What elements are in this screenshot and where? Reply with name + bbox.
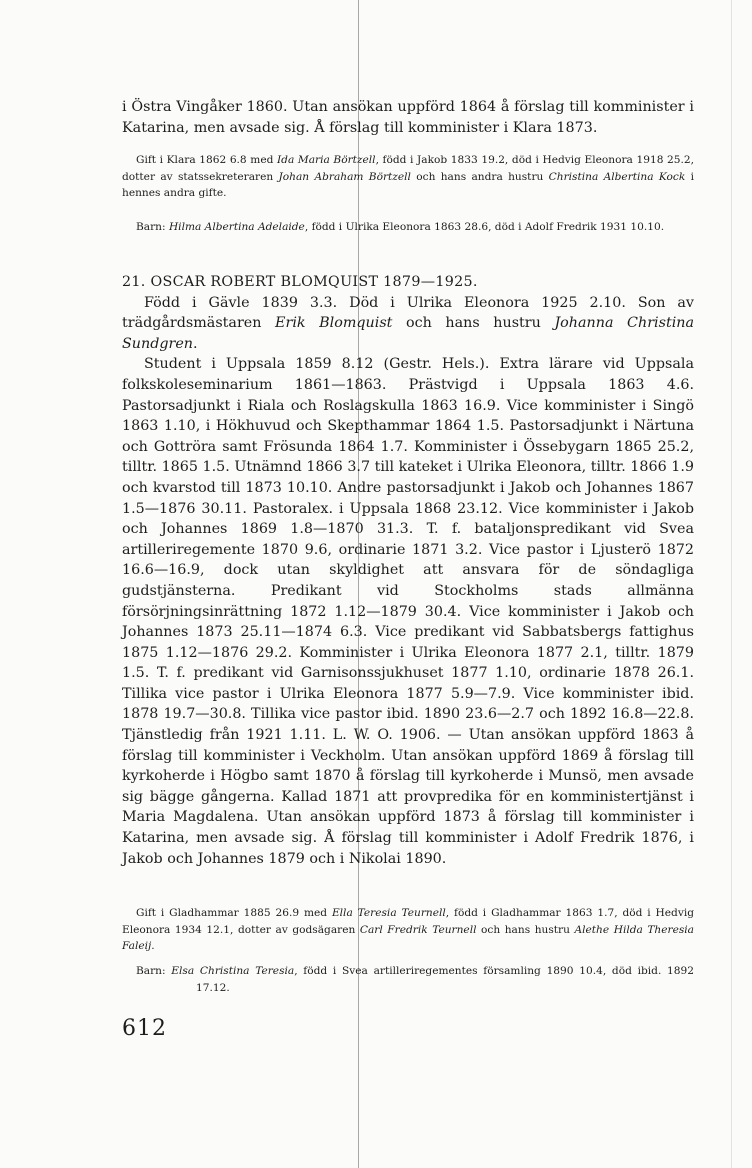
page-edge-line (731, 0, 732, 1168)
marriage-text: och hans hustru (476, 923, 575, 936)
previous-entry (122, 97, 694, 138)
entry-career-text: Student i Uppsala 1859 8.12 (Gestr. Hels.). Extra lärare vid Uppsala folkskoleseminarium 1861—1863. Prästvigd i Uppsala 1863 4.6. Pastorsadjunkt i Riala och Roslagskulla 1863 16.9. Vice komminister i Singö 1863 1.10, i Hökhuvud och Skepthammar 1864 1.5. Pastorsadjunkt i Närtuna och Gottröra samt Frösunda 1864 1.7. Komminister i Össebygarn 1865 25.2, tilltr. 1865 1.5. Utnämnd 1866 3.7 till kateket i Ulrika Eleonora, tilltr. 1866 1.9 och kvarstod till 1873 10.10. Andre pastorsadjunkt i Jakob och Johannes 1867 1.5—1876 30.11. Pastoralex. i Uppsala 1868 23.12. Vice komminister i Jakob och Johannes 1869 1.8—1870 31.3. T. f. bataljonspredikant vid Svea artilleriregemente 1870 9.6, ordinarie 1871 3.2. Vice pastor i Ljusterö 1872 16.6—16.9, dock utan skyldighet att ansvara för de söndagliga gudstjänsterna. Predikant vid Stockholms stads allmänna försörjningsinrättning 1872 1.12—1879 30.4. Vice komminister i Jakob och Johannes 1873 25.11—1874 6.3. Vice predikant vid Sabbatsbergs fattighus 1875 1.12—1876 29.2. Komminister i Ulrika Eleonora 1877 2.1, tilltr. 1879 1.5. T. f. predikant vid Garnisonssjukhuset 1877 1.10, ordinarie 1878 26.1. Tillika vice pastor i Ulrika Eleonora 1877 5.9—7.9. Vice komminister ibid. 1878 19.7—30.8. Tillika vice pastor ibid. 1890 23.6—2.7 och 1892 16.8—22.8. Tjänstledig från 1921 1.11. L. W. O. 1906. — Utan ansökan uppförd 1863 å förslag till komminister i Veckholm. Utan ansökan uppförd 1869 å förslag till kyrkoherde i Högbo samt 1870 å förslag till kyrkoherde i Munsö, men avsade sig bägge gångerna. Kallad 1871 att provpredika för en komministertjänst i Maria Magdalena. Utan ansökan uppförd 1873 å förslag till komminister i Katarina, men avsade sig. Å förslag till komminister i Adolf Fredrik 1876, i Jakob och Johannes 1879 och i Nikolai 1890. (122, 356, 694, 867)
entry-birth-text (122, 293, 694, 355)
birth-text: . (193, 335, 198, 352)
marriage-text: Gift i Gladhammar 1885 26.9 med (136, 907, 332, 919)
previous-entry-text: i Östra Vingåker 1860. Utan ansökan uppförd 1864 å förslag till komminister i Katarina, men avsade sig. Å förslag till komminister i Klara 1873. (122, 99, 694, 136)
spouse-father-name: Carl Fredrik Teurnell (359, 923, 477, 936)
father-name: Erik Blomquist (275, 315, 393, 332)
entry-heading: 21. OSCAR ROBERT BLOMQUIST 1879—1925. (122, 274, 478, 290)
marriage-text: och hans andra hustru (410, 170, 549, 183)
previous-entry-children (122, 219, 694, 236)
marriage-note (122, 905, 694, 955)
children-note (122, 219, 694, 236)
marriage-note (122, 152, 694, 202)
children-note (122, 963, 694, 996)
previous-entry-marriage (122, 152, 694, 202)
children-text: , född i Ulrika Eleonora 1863 28.6, död i Adolf Fredrik 1931 10.10. (304, 221, 665, 233)
entry-21-marriage (122, 905, 694, 955)
child-name: Elsa Christina Teresia (171, 965, 295, 977)
entry-21 (122, 272, 694, 869)
children-label: Barn: (136, 965, 172, 977)
spouse-mother-name: Alethe Hilda Theresia Faleij (122, 923, 695, 952)
children-label: Barn: (136, 221, 169, 233)
mother-name: Johanna Christina Sundgren (122, 315, 694, 352)
marriage-text: Gift i Klara 1862 6.8 med (136, 154, 277, 166)
marriage-text: , född i Jakob 1833 19.2, död i Hedvig Eleonora 1918 25.2, dotter av statssekreteraren (122, 154, 695, 183)
marriage-text: . (151, 940, 155, 952)
page-number: 612 (122, 1016, 167, 1041)
child-name: Hilma Albertina Adelaide (168, 221, 305, 233)
children-text: , född i Svea artilleriregementes församling 1890 10.4, död ibid. 1892 17.12. (196, 965, 694, 994)
marriage-text: , född i Gladhammar 1863 1.7, död i Hedvig Eleonora 1934 12.1, dotter av godsägaren (122, 907, 694, 936)
spouse-father-name: Johan Abraham Börtzell (278, 170, 411, 183)
birth-text: och hans hustru (392, 315, 555, 332)
spouse-name: Ella Teresia Teurnell (331, 907, 446, 919)
marriage-text: i hennes andra gifte. (122, 170, 694, 199)
birth-text: Född i Gävle 1839 3.3. Död i Ulrika Eleonora 1925 2.10. Son av trädgårdsmästaren (122, 294, 694, 332)
spouse-name: Ida Maria Börtzell (277, 154, 376, 166)
entry-21-children (122, 963, 694, 996)
spouse-mother-name: Christina Albertina Kock (548, 170, 686, 183)
